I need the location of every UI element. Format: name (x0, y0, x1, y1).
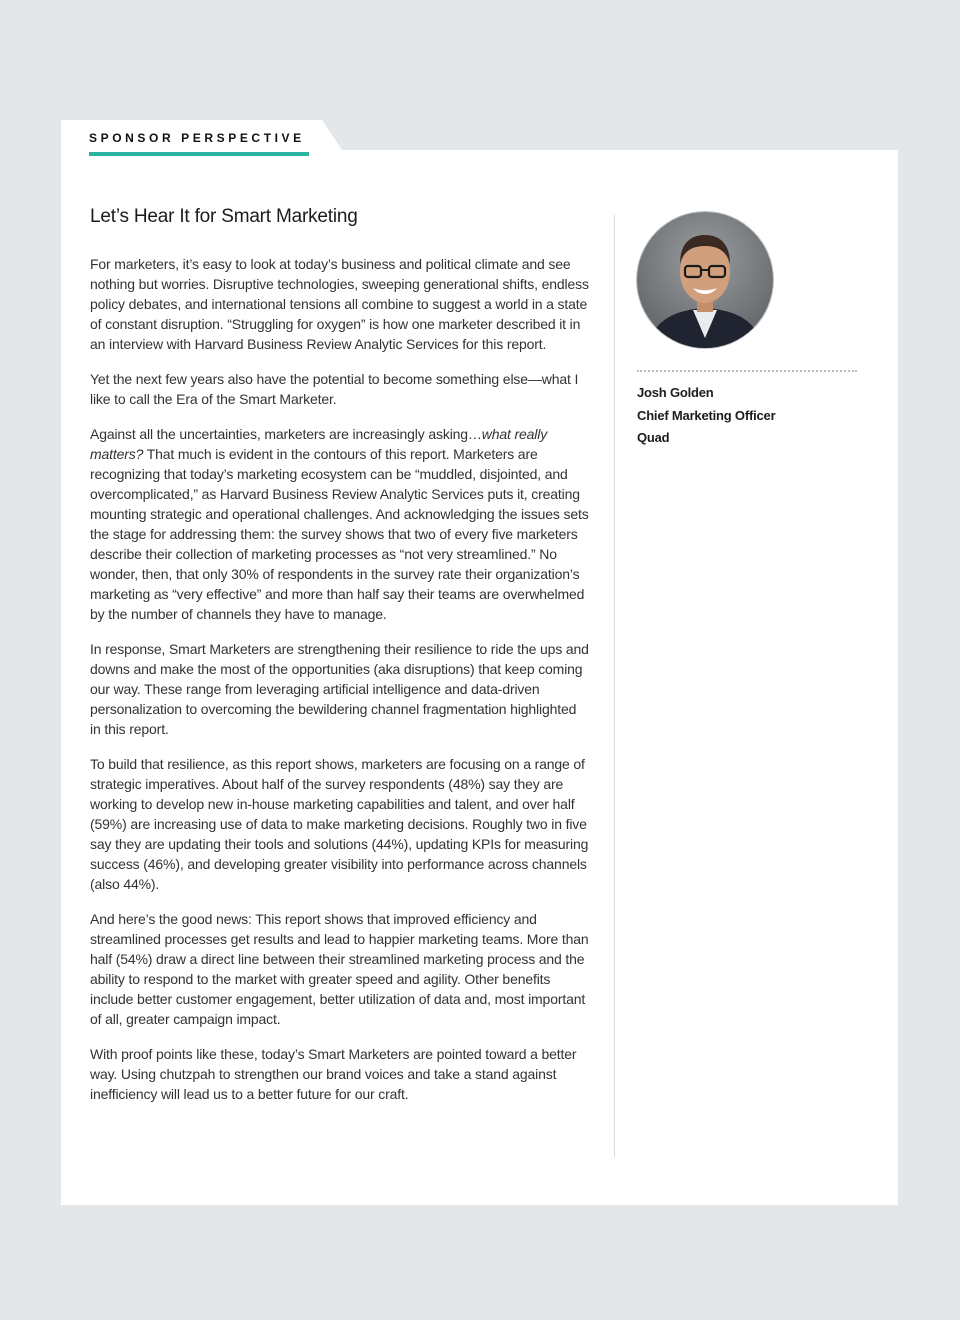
author-bio (637, 382, 775, 450)
section-tab-corner (322, 120, 342, 150)
paragraph-emphasis: what really matters? (90, 426, 548, 462)
article-paragraph: Yet the next few years also have the potential to become something else—what I like to call the Era of the Smart Marketer. (90, 371, 579, 407)
author-company: Quad (637, 430, 670, 445)
article-paragraph: To build that resilience, as this report shows, marketers are focusing on a range of strategic imperatives. About half of the survey respondents (48%) say they are working to develop new in-house marketing capabilities and talent, and over half (59%) are increasing use of data to make marketing decisions. Roughly two in five say they are updating their tools and solutions (44%), updating KPIs for measuring success (46%), and developing greater visibility into performance across channels (also 44%). (90, 756, 589, 892)
article-title: Let’s Hear It for Smart Marketing (90, 206, 358, 227)
paragraph-lead: Against all the uncertainties, marketers are increasingly asking… (90, 426, 482, 442)
paragraph-rest: That much is evident in the contours of this report. Marketers are recognizing that today’s marketing ecosystem can be “muddled, disjointed, and overcomplicated,” as Harvard Business Review Analytic Services puts it, creating mounting strategic and operational challenges. And acknowledging the issues sets the stage for addressing them: the survey shows that two of every five marketers describe their collection of marketing processes as “not very streamlined.” No wonder, then, that only 30% of respondents in the survey rate their organization’s marketing as “very effective” and more than half say their teams are overwhelmed by the number of channels they have to manage. (90, 446, 589, 622)
portrait-icon (637, 212, 773, 348)
section-tab-underline (89, 152, 309, 156)
author-photo (636, 211, 774, 349)
article-paragraph: With proof points like these, today’s Smart Marketers are pointed toward a better way. Using chutzpah to strengthen our brand voices and take a stand against inefficiency will lead us to a better future for our craft. (90, 1046, 577, 1102)
article-paragraph: For marketers, it’s easy to look at today’s business and political climate and see nothing but worries. Disruptive technologies, sweeping generational shifts, endless policy debates, and international tensions all combine to suggest a world in a state of constant disruption. “Struggling for oxygen” is how one marketer described it in an interview with Harvard Business Review Analytic Services for this report. (90, 256, 589, 352)
dotted-separator (637, 370, 857, 372)
column-divider (614, 215, 615, 1157)
article-paragraph (90, 424, 590, 624)
section-tab-label: SPONSOR PERSPECTIVE (89, 131, 305, 145)
article-paragraph: And here’s the good news: This report shows that improved efficiency and streamlined processes get results and lead to happier marketing teams. More than half (54%) draw a direct line between their streamlined marketing process and the ability to respond to the market with greater speed and agility. Other benefits include better customer engagement, better utilization of data and, most important of all, greater campaign impact. (90, 911, 589, 1027)
article-paragraph: In response, Smart Marketers are strengthening their resilience to ride the ups and downs and make the most of the opportunities (aka disruptions) that keep coming our way. These range from leveraging artificial intelligence and data-driven personalization to overcoming the bewildering channel fragmentation highlighted in this report. (90, 641, 589, 737)
article-body (90, 254, 590, 1119)
author-title: Chief Marketing Officer (637, 407, 776, 423)
author-name: Josh Golden (637, 385, 714, 400)
